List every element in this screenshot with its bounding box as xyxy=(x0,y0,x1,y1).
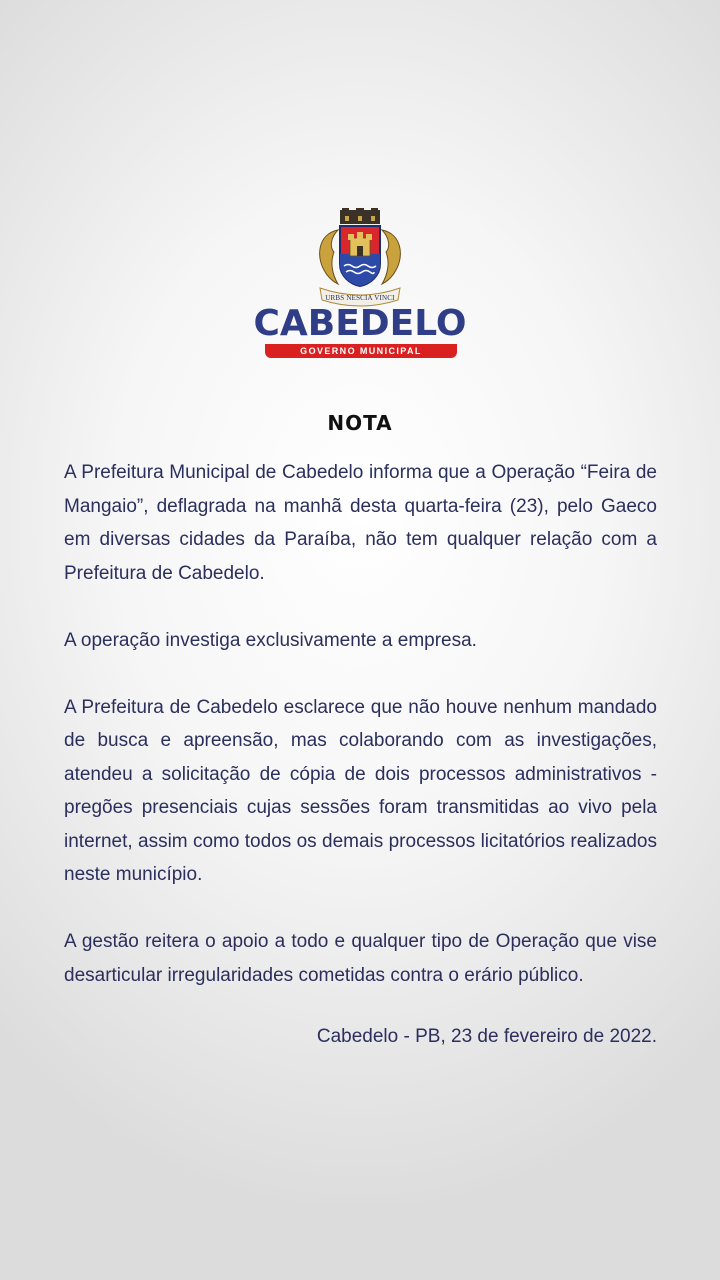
brand-name: CABEDELO xyxy=(253,303,467,344)
note-title: NOTA xyxy=(327,411,393,435)
note-paragraph: A operação investiga exclusivamente a empresa. xyxy=(64,629,477,651)
note-paragraph: A Prefeitura Municipal de Cabedelo informa que a Operação “Feira de Mangaio”, deflagrada na manhã desta quarta-feira (23), pelo Gaeco em diversas cidades da Paraíba, não tem qualquer relação com a Prefeitura de Cabedelo. xyxy=(64,462,657,584)
note-paragraph: A gestão reitera o apoio a todo e qualquer tipo de Operação que vise desarticular irregularidades cometidas contra o erário público. xyxy=(64,931,657,986)
note-body xyxy=(64,456,657,1026)
note-signature: Cabedelo - PB, 23 de fevereiro de 2022. xyxy=(316,1026,657,1047)
crest-motto: URBS NESCIA VINCI xyxy=(325,294,395,302)
brand-subtitle: GOVERNO MUNICIPAL xyxy=(265,344,457,358)
note-paragraph: A Prefeitura de Cabedelo esclarece que não houve nenhum mandado de busca e apreensão, mas colaborando com as investigações, atendeu a solicitação de cópia de dois processos administrativos - pregões presenciais cujas sessões foram transmitidas ao vivo pela internet, assim como todos os demais processos licitatórios realizados neste município. xyxy=(64,696,657,885)
